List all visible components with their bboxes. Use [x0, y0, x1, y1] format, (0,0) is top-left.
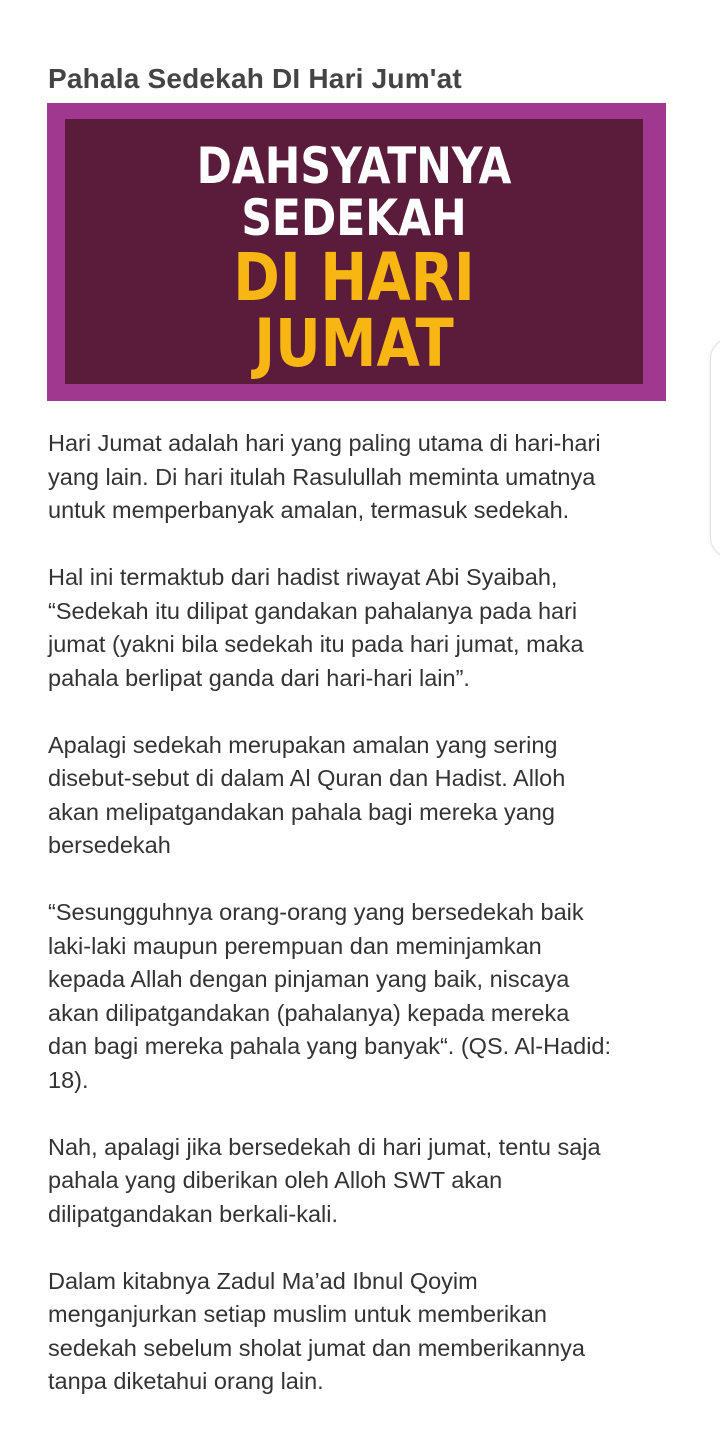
- paragraph-line: kepada Allah dengan pinjaman yang baik, niscaya: [48, 966, 570, 992]
- paragraph-line: tanpa diketahui orang lain.: [48, 1368, 324, 1394]
- paragraph-line: Hal ini termaktub dari hadist riwayat Abi Syaibah,: [48, 564, 558, 590]
- paragraph-line: untuk memperbanyak amalan, termasuk sedekah.: [48, 497, 570, 523]
- paragraph-line: akan melipatgandakan pahala bagi mereka yang: [48, 798, 555, 825]
- paragraph-line: Nah, apalagi jika bersedekah di hari jumat, tentu saja: [48, 1133, 601, 1160]
- floating-side-panel[interactable]: [710, 338, 720, 558]
- paragraph-line: laki-laki maupun perempuan dan meminjamkan: [48, 932, 542, 959]
- paragraph-line: dan bagi mereka pahala yang banyak“. (QS. Al-Hadid:: [48, 1033, 612, 1059]
- paragraph-line: Dalam kitabnya Zadul Ma’ad Ibnul Qoyim: [48, 1267, 478, 1294]
- paragraph-line: disebut-sebut di dalam Al Quran dan Hadist. Alloh: [48, 765, 566, 791]
- article-paragraph: [48, 561, 678, 695]
- paragraph-line: bersedekah: [48, 832, 171, 858]
- paragraph-line: akan dilipatgandakan (pahalanya) kepada mereka: [48, 999, 570, 1026]
- banner-line-3: DI HARI: [233, 239, 475, 316]
- paragraph-line: pahala berlipat ganda dari hari-hari lain”.: [48, 664, 470, 691]
- paragraph-line: dilipatgandakan berkali-kali.: [48, 1200, 339, 1227]
- paragraph-line: “Sesungguhnya orang-orang yang bersedekah baik: [48, 899, 584, 925]
- article-paragraph: [48, 427, 678, 528]
- article-title: Pahala Sedekah DI Hari Jum'at: [48, 62, 462, 94]
- article-paragraph: [48, 1265, 678, 1399]
- paragraph-line: jumat (yakni bila sedekah itu pada hari jumat, maka: [48, 631, 584, 657]
- paragraph-line: menganjurkan setiap muslim untuk memberikan: [48, 1301, 547, 1327]
- paragraph-line: pahala yang diberikan oleh Alloh SWT akan: [48, 1167, 503, 1193]
- paragraph-line: sedekah sebelum sholat jumat dan memberikannya: [48, 1334, 585, 1361]
- paragraph-line: Apalagi sedekah merupakan amalan yang sering: [48, 731, 558, 758]
- article-paragraph: [48, 896, 678, 1097]
- article-banner-image: [47, 103, 666, 401]
- paragraph-line: yang lain. Di hari itulah Rasulullah meminta umatnya: [48, 463, 596, 490]
- banner-inner: [65, 119, 643, 384]
- banner-line-4: JUMAT: [254, 305, 454, 382]
- paragraph-line: 18).: [48, 1066, 89, 1093]
- banner-line-2: SEDEKAH: [241, 189, 467, 247]
- article-body: [48, 427, 678, 1432]
- article-paragraph: [48, 1131, 678, 1232]
- article-paragraph: [48, 729, 678, 863]
- banner-line-1: DAHSYATNYA: [196, 137, 512, 195]
- paragraph-line: “Sedekah itu dilipat gandakan pahalanya pada hari: [48, 597, 578, 624]
- paragraph-line: Hari Jumat adalah hari yang paling utama di hari-hari: [48, 430, 601, 456]
